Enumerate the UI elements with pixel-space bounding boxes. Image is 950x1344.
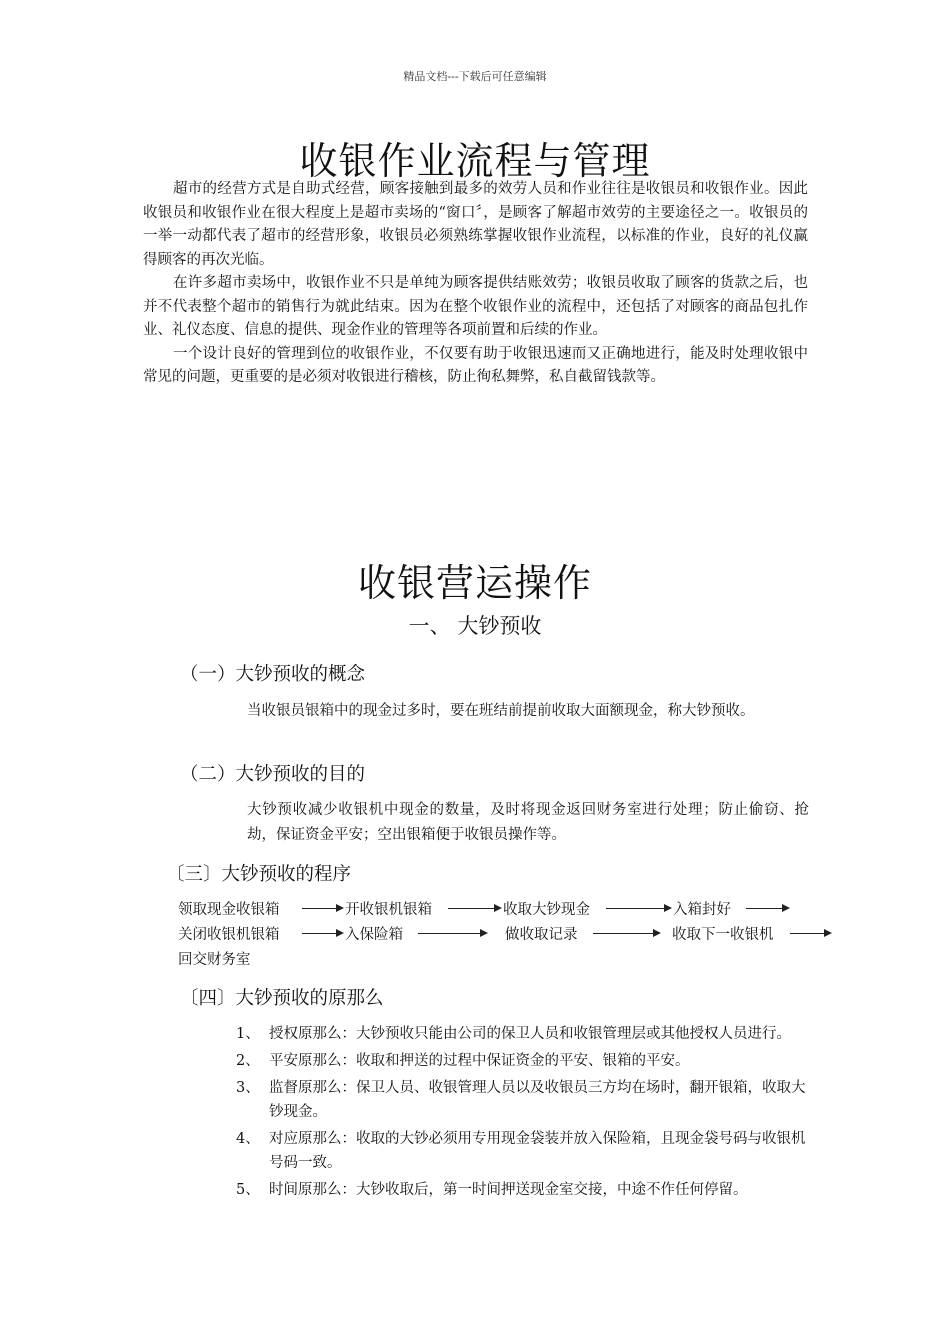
list-item-text: 授权原那么：大钞预收只能由公司的保卫人员和收银管理层或其他授权人员进行。 xyxy=(269,1026,791,1042)
flow-step: 领取现金收银箱 xyxy=(178,902,280,918)
list-item-number: 3、 xyxy=(236,1080,260,1096)
page-header: 精品文档---下载后可任意编辑 xyxy=(403,70,547,83)
intro-paragraph-3: 一个设计良好的管理到位的收银作业，不仅要有助于收银迅速而又正确地进行，能及时处理收银中常见的问题，更重要的是必须对收银进行稽核，防止徇私舞弊，私自截留钱款等。 xyxy=(143,345,808,385)
list-item-number: 2、 xyxy=(236,1053,260,1069)
flow-step: 收取大钞现金 xyxy=(503,902,590,918)
arrow-icon xyxy=(418,933,486,934)
flow-step: 收取下一收银机 xyxy=(672,927,774,943)
intro-paragraph-1: 超市的经营方式是自助式经营，顾客接触到最多的效劳人员和作业往往是收银员和收银作业。因此收银员和收银作业在很大程度上是超市卖场的“窗口〞，是顾客了解超市效劳的主要途径之一。收银员的一举一动都代表了超市的经营形象，收银员必须熟练掌握收银作业流程，以标准的作业，良好的礼仪赢得顾客的再次光临。 xyxy=(143,181,808,268)
arrow-icon xyxy=(302,933,342,934)
list-item-text: 平安原那么：收取和押送的过程中保证资金的平安、银箱的平安。 xyxy=(269,1053,690,1069)
subsection-body-2: 大钞预收减少收银机中现金的数量，及时将现金返回财务室进行处理；防止偷窃、抢劫，保证资金平安；空出银箱便于收银员操作等。 xyxy=(247,802,809,843)
document-title: 收银作业流程与管理 xyxy=(299,139,651,183)
subsection-title-4: 〔四〕大钞预收的原那么 xyxy=(180,988,384,1009)
flow-step: 开收银机银箱 xyxy=(345,902,432,918)
arrow-icon xyxy=(606,908,670,909)
intro-paragraph-2: 在许多超市卖场中，收银作业不只是单纯为顾客提供结账效劳；收银员收取了顾客的货款之后，也并不代表整个超市的销售行为就此结束。因为在整个收银作业的流程中，还包括了对顾客的商品包扎作业、礼仪态度、信息的提供、现金作业的管理等各项前置和后续的作业。 xyxy=(143,275,808,338)
list-item-number: 4、 xyxy=(236,1131,260,1147)
list-item xyxy=(236,1127,811,1175)
flow-step: 入保险箱 xyxy=(345,927,403,943)
section-heading-1: 一、 大钞预收 xyxy=(408,614,542,638)
section-title: 收银营运操作 xyxy=(357,561,592,605)
arrow-icon xyxy=(790,933,830,934)
flow-step: 回交财务室 xyxy=(178,952,251,968)
flow-step: 入箱封好 xyxy=(673,902,731,918)
list-item-text: 时间原那么：大钞收取后，第一时间押送现金室交接，中途不作任何停留。 xyxy=(269,1182,748,1198)
list-item xyxy=(236,1049,811,1073)
arrow-icon xyxy=(302,908,342,909)
arrow-icon xyxy=(593,933,659,934)
rules-list xyxy=(236,1022,811,1205)
list-item xyxy=(236,1022,811,1046)
subsection-title-3: 〔三〕大钞预收的程序 xyxy=(166,864,352,885)
flow-step: 做收取记录 xyxy=(505,927,578,943)
subsection-body-1: 当收银员银箱中的现金过多时，要在班结前提前收取大面额现金，称大钞预收。 xyxy=(247,703,755,719)
flow-step: 关闭收银机银箱 xyxy=(178,927,280,943)
subsection-title-1: （一）大钞预收的概念 xyxy=(180,664,366,685)
process-flow xyxy=(178,898,838,978)
list-item xyxy=(236,1076,811,1124)
list-item xyxy=(236,1178,811,1202)
list-item-number: 1、 xyxy=(236,1026,260,1042)
list-item-text: 监督原那么：保卫人员、收银管理人员以及收银员三方均在场时，翻开银箱，收取大钞现金。 xyxy=(269,1080,806,1120)
list-item-number: 5、 xyxy=(236,1182,260,1198)
intro-section xyxy=(143,178,808,390)
arrow-icon xyxy=(448,908,500,909)
list-item-text: 对应原那么：收取的大钞必须用专用现金袋装并放入保险箱，且现金袋号码与收银机号码一致。 xyxy=(269,1131,806,1171)
arrow-icon xyxy=(746,908,788,909)
subsection-title-2: （二）大钞预收的目的 xyxy=(180,764,366,785)
